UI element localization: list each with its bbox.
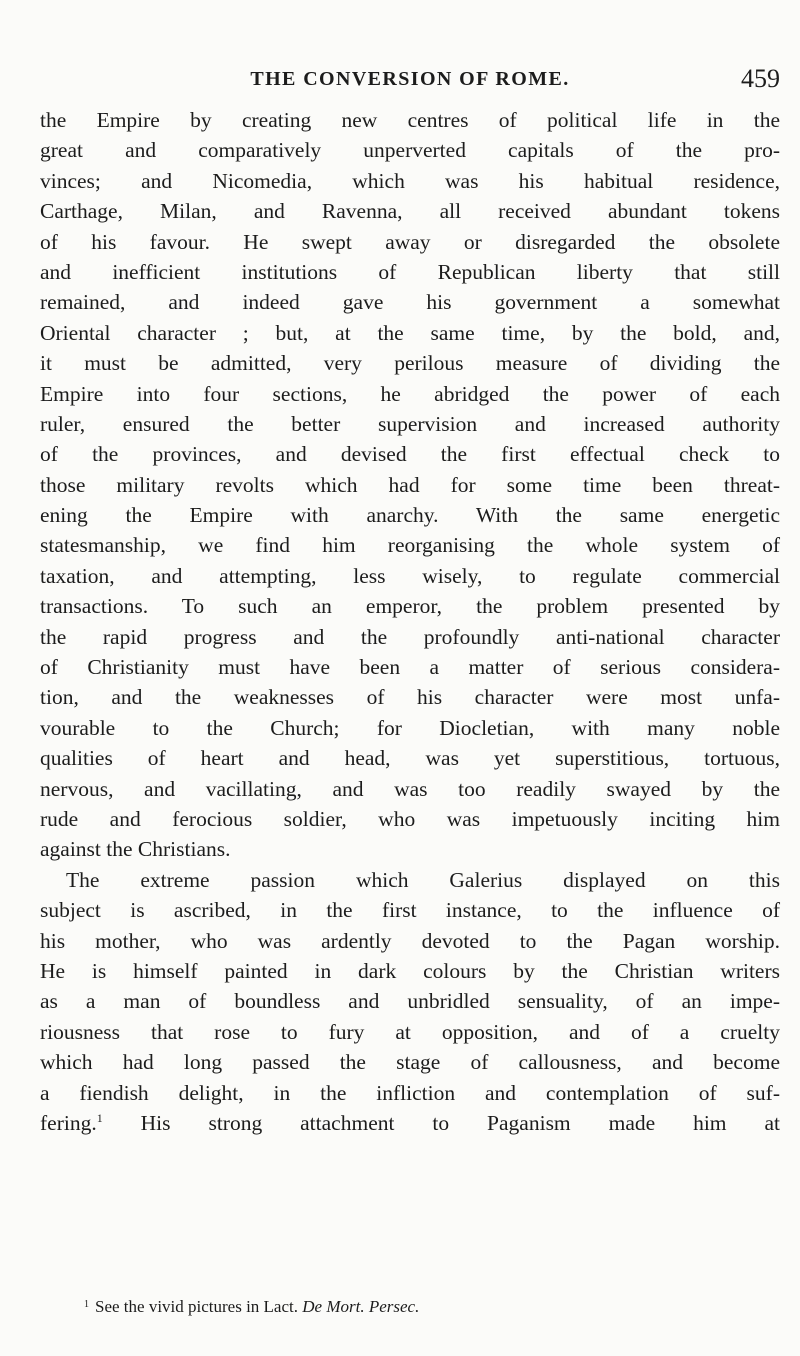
text-line: as a man of boundless and unbridled sensuality, of an impe-: [40, 989, 780, 1014]
running-head: [40, 62, 780, 96]
text-line: which had long passed the stage of callousness, and become: [40, 1050, 780, 1075]
text-line: it must be admitted, very perilous measure of dividing the: [40, 351, 780, 376]
text-line: those military revolts which had for some time been threat-: [40, 472, 780, 497]
text-line: riousness that rose to fury at opposition, and of a cruelty: [40, 1019, 780, 1044]
text-line: statesmanship, we find him reorganising the whole system of: [40, 533, 780, 558]
footnote-mark: 1: [84, 1299, 89, 1310]
text-line: ruler, ensured the better supervision and increased authority: [40, 411, 780, 436]
text-line: tion, and the weaknesses of his character were most unfa-: [40, 685, 780, 710]
text-line: He is himself painted in dark colours by the Christian writers: [40, 958, 780, 983]
text-fragment: His strong attachment to Paganism made him at: [102, 1110, 780, 1135]
text-line: great and comparatively unperverted capitals of the pro-: [40, 138, 780, 163]
text-line: rude and ferocious soldier, who was impetuously inciting him: [40, 806, 780, 831]
text-line: Oriental character ; but, at the same time, by the bold, and,: [40, 320, 780, 345]
footnote-reference: 1: [96, 1110, 103, 1125]
text-line: Carthage, Milan, and Ravenna, all received abundant tokens: [40, 199, 780, 224]
text-line: the Empire by creating new centres of political life in the: [40, 108, 780, 132]
running-title: THE CONVERSION OF ROME.: [250, 68, 570, 90]
text-fragment: fering.: [40, 1110, 97, 1135]
text-line: transactions. To such an emperor, the problem presented by: [40, 594, 780, 619]
paragraph: [40, 865, 780, 1108]
text-line: vinces; and Nicomedia, which was his habitual residence,: [40, 168, 780, 193]
footnote-citation: De Mort. Persec.: [302, 1297, 420, 1316]
text-line: vourable to the Church; for Diocletian, with many noble: [40, 715, 780, 740]
page-number: 459: [741, 64, 780, 93]
text-line: nervous, and vacillating, and was too readily swayed by the: [40, 776, 780, 801]
text-line: [40, 1108, 780, 1138]
text-line: his mother, who was ardently devoted to the Pagan worship.: [40, 928, 780, 953]
text-line: of the provinces, and devised the first effectual check to: [40, 442, 780, 467]
text-line: remained, and indeed gave his government a somewhat: [40, 290, 780, 315]
text-line: a fiendish delight, in the infliction and contemplation of suf-: [40, 1080, 780, 1105]
text-line: against the Christians.: [40, 837, 231, 862]
text-line: The extreme passion which Galerius displayed on this: [66, 867, 780, 892]
text-line: of his favour. He swept away or disregarded the obsolete: [40, 229, 780, 254]
paragraph: [40, 105, 780, 865]
text-line: Empire into four sections, he abridged the power of each: [40, 381, 780, 406]
text-line: the rapid progress and the profoundly anti-national character: [40, 624, 780, 649]
text-line: subject is ascribed, in the first instance, to the influence of: [40, 898, 780, 923]
text-line: taxation, and attempting, less wisely, to regulate commercial: [40, 563, 780, 588]
footnote: [40, 1293, 780, 1319]
text-line: qualities of heart and head, was yet superstitious, tortuous,: [40, 746, 780, 771]
text-line: and inefficient institutions of Republican liberty that still: [40, 259, 780, 284]
text-line: ening the Empire with anarchy. With the same energetic: [40, 503, 780, 528]
body-text: [40, 105, 780, 1138]
footnote-text: See the vivid pictures in Lact.: [95, 1297, 303, 1316]
text-line: of Christianity must have been a matter of serious considera-: [40, 655, 780, 680]
